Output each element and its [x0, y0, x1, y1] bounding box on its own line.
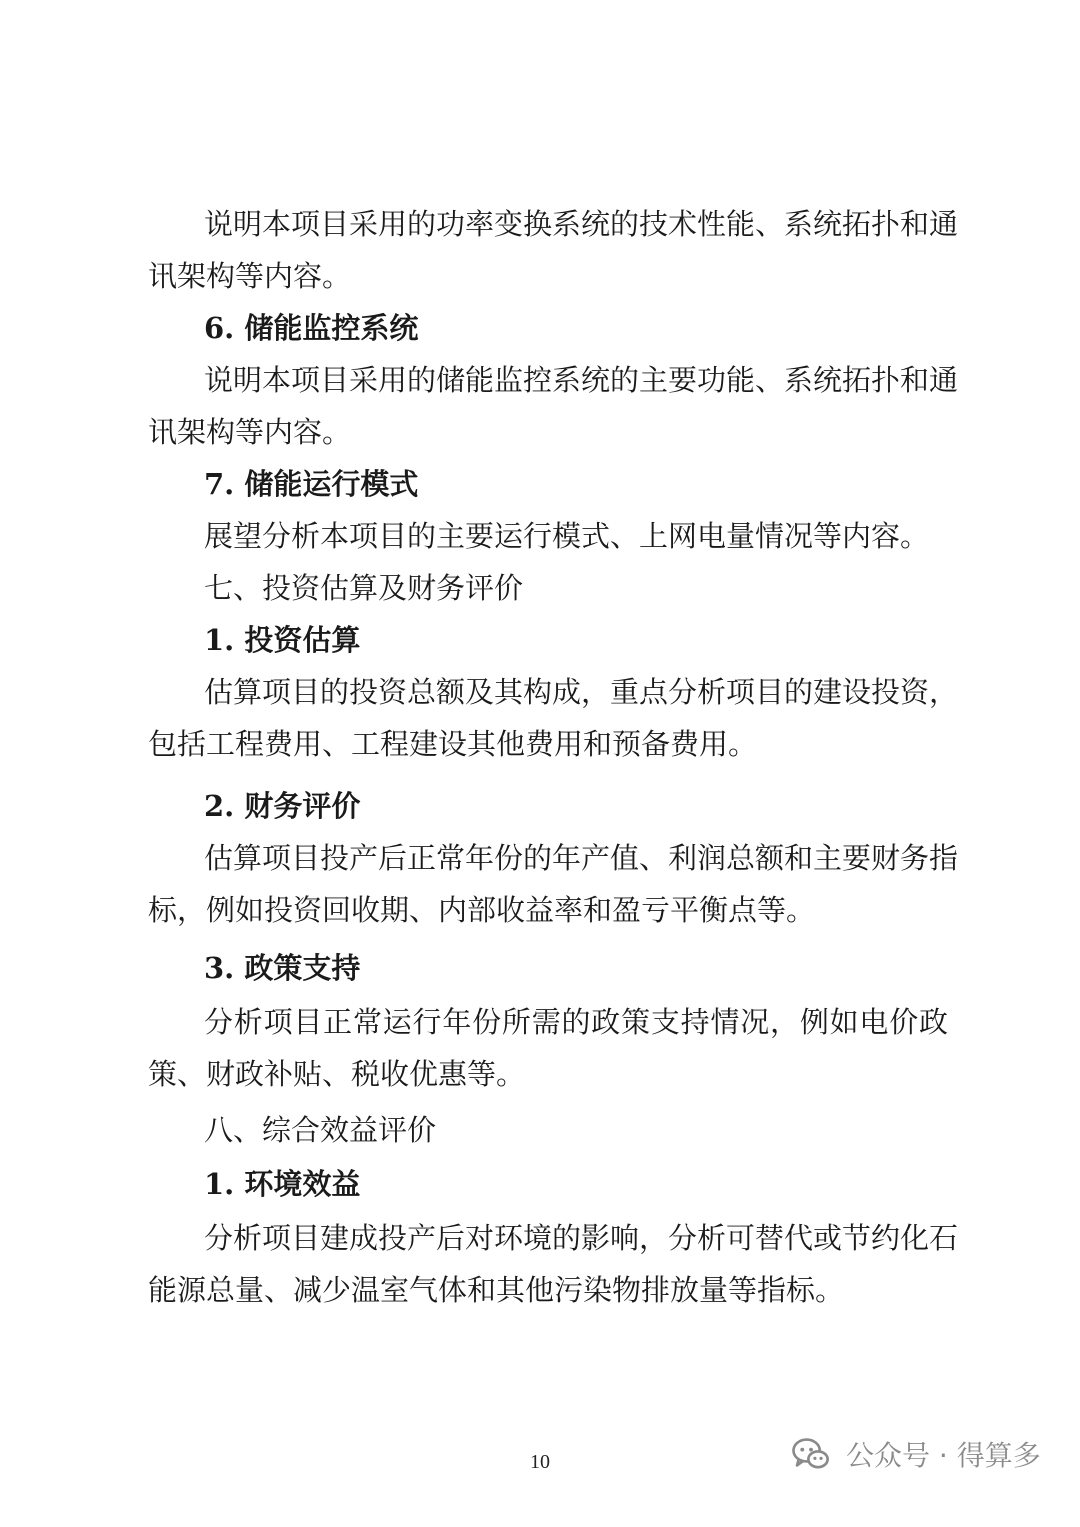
section-heading: 7. 储能运行模式 — [204, 467, 419, 501]
section-heading: 2. 财务评价 — [204, 789, 361, 823]
paragraph-line: 说明本项目采用的储能监控系统的主要功能、系统拓扑和通 — [204, 363, 959, 397]
paragraph-line: 分析项目建成投产后对环境的影响，分析可替代或节约化石 — [204, 1221, 959, 1255]
paragraph-line: 展望分析本项目的主要运行模式、上网电量情况等内容。 — [204, 519, 930, 553]
chapter-heading: 八、综合效益评价 — [204, 1113, 437, 1147]
paragraph-line: 能源总量、减少温室气体和其他污染物排放量等指标。 — [148, 1273, 845, 1307]
chapter-heading: 七、投资估算及财务评价 — [204, 571, 524, 605]
paragraph-line: 分析项目正常运行年份所需的政策支持情况，例如电价政 — [204, 1005, 948, 1039]
paragraph-line: 标，例如投资回收期、内部收益率和盈亏平衡点等。 — [148, 893, 816, 927]
paragraph-line: 估算项目投产后正常年份的年产值、利润总额和主要财务指 — [204, 841, 959, 875]
section-heading: 1. 环境效益 — [204, 1167, 361, 1201]
watermark-text: 公众号 · 得算多 — [846, 1439, 1041, 1472]
section-heading: 6. 储能监控系统 — [204, 311, 419, 345]
page-number: 10 — [530, 1451, 550, 1473]
paragraph-line: 估算项目的投资总额及其构成，重点分析项目的建设投资， — [204, 675, 959, 709]
section-heading: 3. 政策支持 — [204, 951, 361, 985]
paragraph-line: 说明本项目采用的功率变换系统的技术性能、系统拓扑和通 — [204, 207, 959, 241]
watermark — [790, 1426, 1041, 1482]
section-heading: 1. 投资估算 — [204, 623, 361, 657]
wechat-icon — [790, 1433, 832, 1475]
paragraph-line: 讯架构等内容。 — [148, 415, 352, 449]
paragraph-line: 讯架构等内容。 — [148, 259, 352, 293]
paragraph-line: 策、财政补贴、税收优惠等。 — [148, 1057, 526, 1091]
paragraph-line: 包括工程费用、工程建设其他费用和预备费用。 — [148, 727, 758, 761]
